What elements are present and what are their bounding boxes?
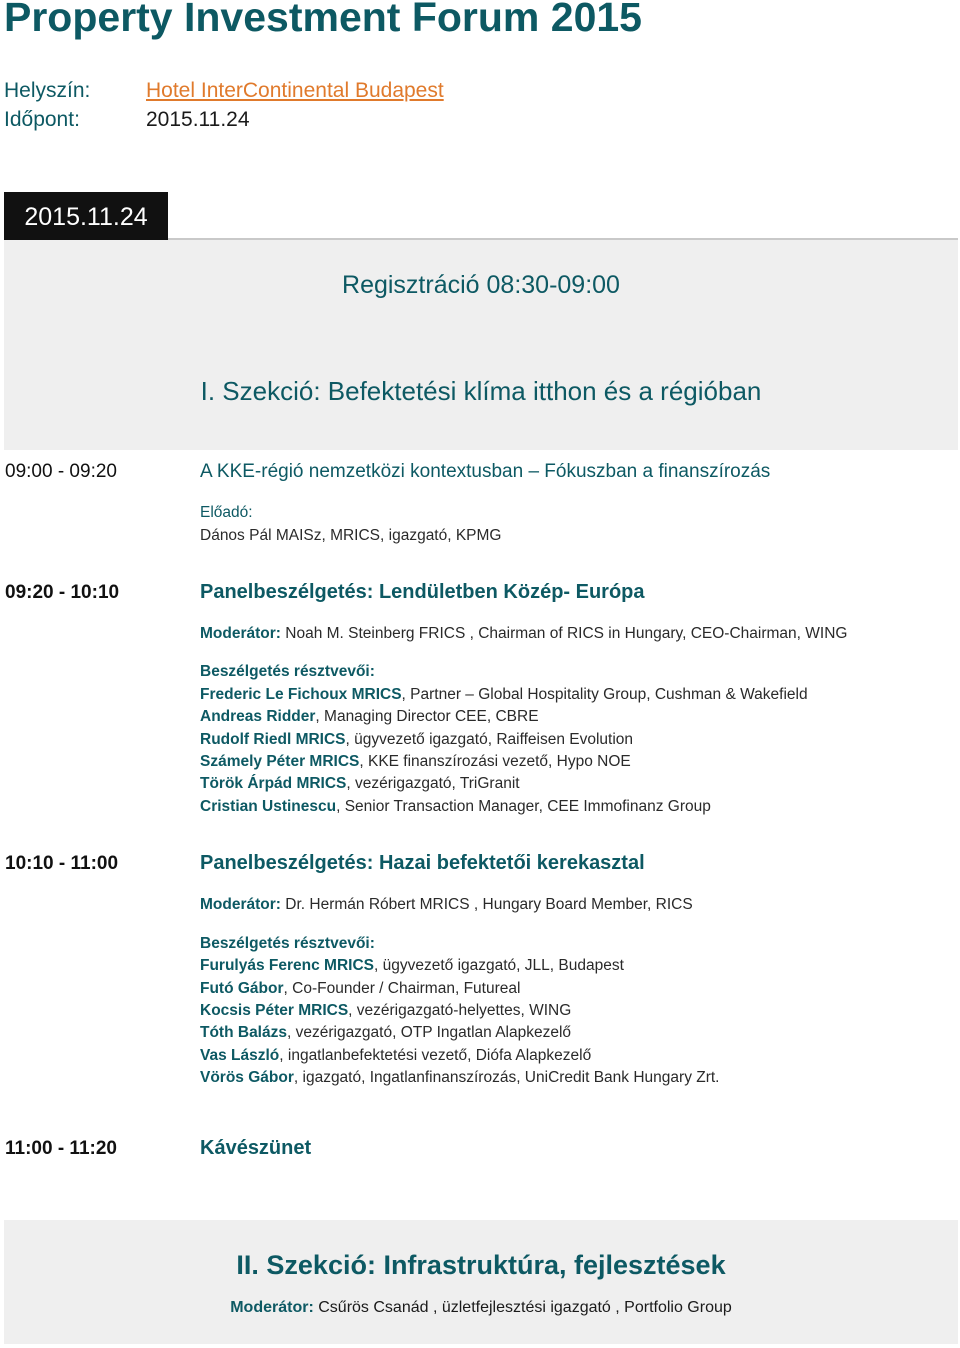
participant-name: Tóth Balázs xyxy=(200,1024,287,1041)
participant-role: , Co-Founder / Chairman, Futureal xyxy=(283,980,521,997)
participant-role: , Partner – Global Hospitality Group, Cushman & Wakefield xyxy=(401,686,808,703)
moderator-line xyxy=(200,625,847,643)
participants-label: Beszélgetés résztvevői: xyxy=(200,935,375,952)
participant-name: Andreas Ridder xyxy=(200,708,316,725)
participant-role: , vezérigazgató, OTP Ingatlan Alapkezelő xyxy=(286,1024,572,1041)
participant-name: Török Árpád MRICS xyxy=(200,775,347,792)
moderator-label: Moderátor: xyxy=(200,896,281,913)
moderator-value: Noah M. Steinberg FRICS , Chairman of RICS in Hungary, CEO-Chairman, WING xyxy=(285,625,848,642)
participant-item xyxy=(200,798,711,816)
moderator-label: Moderátor: xyxy=(230,1299,314,1316)
section2-header xyxy=(4,1220,958,1344)
participant-name: Számely Péter MRICS xyxy=(200,753,360,770)
registration-label: Regisztráció 08:30-09:00 xyxy=(342,271,620,299)
section2-title: II. Szekció: Infrastruktúra, fejlesztések xyxy=(236,1250,726,1280)
participant-name: Cristian Ustinescu xyxy=(200,798,337,815)
session-time: 10:10 - 11:00 xyxy=(5,853,119,874)
session-title: Panelbeszélgetés: Hazai befektetői kerekasztal xyxy=(200,852,645,874)
participant-item xyxy=(200,686,808,704)
participant-role: , Senior Transaction Manager, CEE Immofinanz Group xyxy=(336,798,711,815)
moderator-line xyxy=(200,896,693,914)
moderator-label: Moderátor: xyxy=(200,625,281,642)
participant-role: , KKE finanszírozási vezető, Hypo NOE xyxy=(359,753,631,770)
participant-name: Kocsis Péter MRICS xyxy=(200,1002,349,1019)
location-link[interactable]: Hotel InterContinental Budapest xyxy=(146,79,444,102)
participant-role: , igazgató, Ingatlanfinanszírozás, UniCredit Bank Hungary Zrt. xyxy=(293,1069,720,1086)
participant-item xyxy=(200,1047,591,1065)
participant-name: Vas László xyxy=(200,1047,280,1064)
session-time: 09:00 - 09:20 xyxy=(5,461,117,482)
participant-name: Vörös Gábor xyxy=(200,1069,294,1086)
section1-header xyxy=(4,240,958,450)
participant-item xyxy=(200,1002,571,1020)
participant-name: Furulyás Ferenc MRICS xyxy=(200,957,374,974)
participant-item xyxy=(200,775,520,793)
participant-item xyxy=(200,731,633,749)
session-time: 09:20 - 10:10 xyxy=(5,582,120,603)
speaker-label: Előadó: xyxy=(200,504,253,521)
moderator-value: Csűrös Csanád , üzletfejlesztési igazgató , Portfolio Group xyxy=(318,1299,732,1316)
participant-role: , vezérigazgató-helyettes, WING xyxy=(348,1002,572,1019)
participant-role: , ügyvezető igazgató, JLL, Budapest xyxy=(374,957,624,974)
session-title: Panelbeszélgetés: Lendületben Közép- Európa xyxy=(200,581,645,603)
date-tab[interactable]: 2015.11.24 xyxy=(4,192,168,240)
participant-item xyxy=(200,957,624,975)
participant-name: Futó Gábor xyxy=(200,980,284,997)
participant-role: , ügyvezető igazgató, Raiffeisen Evolution xyxy=(345,731,634,748)
moderator-value: Dr. Hermán Róbert MRICS , Hungary Board Member, RICS xyxy=(285,896,693,913)
participant-item xyxy=(200,753,631,771)
section1-title: I. Szekció: Befektetési klíma itthon és a régióban xyxy=(200,376,762,406)
page-title: Property Investment Forum 2015 xyxy=(4,0,642,40)
participant-item xyxy=(200,1024,571,1042)
participant-name: Rudolf Riedl MRICS xyxy=(200,731,346,748)
date-label: Időpont: xyxy=(4,108,80,131)
speaker-value: Dános Pál MAISz, MRICS, igazgató, KPMG xyxy=(200,527,502,544)
session-title: A KKE-régió nemzetközi kontextusban – Fókuszban a finanszírozás xyxy=(200,461,771,482)
participant-role: , ingatlanbefektetési vezető, Diófa Alapkezelő xyxy=(279,1047,592,1064)
participant-role: , vezérigazgató, TriGranit xyxy=(346,775,520,792)
participants-label: Beszélgetés résztvevői: xyxy=(200,663,375,680)
session-time: 11:00 - 11:20 xyxy=(5,1138,117,1159)
participant-item xyxy=(200,708,539,726)
session-title: Kávészünet xyxy=(200,1137,312,1159)
location-label: Helyszín: xyxy=(4,79,91,102)
participant-item xyxy=(200,1069,720,1087)
participant-role: , Managing Director CEE, CBRE xyxy=(315,708,539,725)
participant-item xyxy=(200,980,520,998)
date-value: 2015.11.24 xyxy=(146,108,250,131)
participant-name: Frederic Le Fichoux MRICS xyxy=(200,686,402,703)
section2-moderator xyxy=(4,1299,958,1317)
